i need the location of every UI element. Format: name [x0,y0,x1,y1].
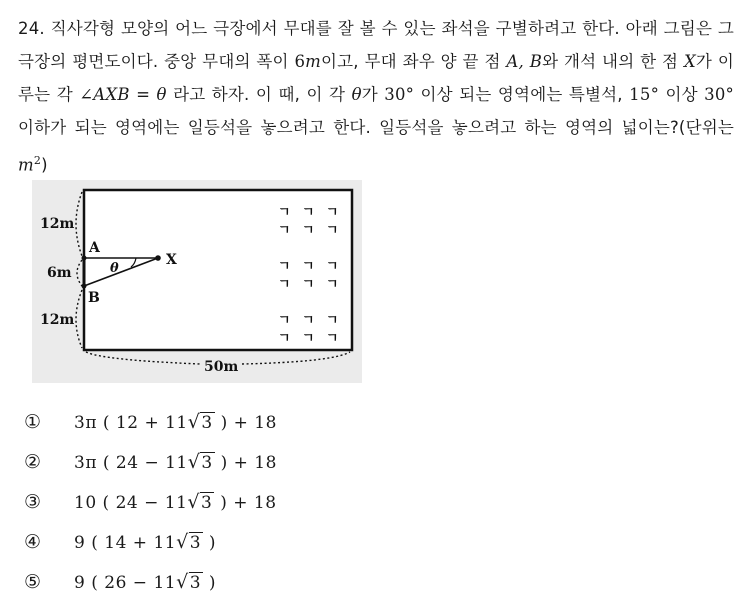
sqrt-symbol: √3 [187,451,213,473]
seat-mark: ㄱ [326,205,339,220]
choice-1[interactable] [24,402,424,442]
seat-mark: ㄱ [278,223,291,238]
choice-2[interactable] [24,442,424,482]
question-seg1: 직사각형 모양의 어느 극장에서 무대를 잘 볼 수 있는 좌석을 구별하려고 한다. 아래 그림은 그 극장의 평면도이다. 중앙 무대의 폭이 [18,19,734,71]
seat-mark: ㄱ [278,259,291,274]
choice-post: ) + 18 [214,413,277,433]
sqrt-symbol: √3 [176,531,202,553]
question-seg2: 이고, 무대 좌우 양 끝 점 [321,52,507,71]
choice-post: ) [203,573,217,593]
choice-3[interactable] [24,482,424,522]
seat-mark: ㄱ [302,223,315,238]
choice-marker: ④ [24,531,42,553]
point-x-dot [155,255,161,261]
choice-expression [74,411,277,433]
seat-mark: ㄱ [326,277,339,292]
choice-marker: ① [24,411,42,433]
question-number: 24. [18,19,45,38]
choice-5[interactable] [24,562,424,602]
label-width-50m: 50m [204,359,239,375]
seat-mark: ㄱ [302,277,315,292]
answer-choices [24,402,424,602]
label-bottom-12m: 12m [40,312,75,328]
stage-width-unit: m [305,52,322,71]
label-mid-6m: 6m [47,265,72,281]
choice-marker: ⑤ [24,571,42,593]
radicand: 3 [201,413,213,433]
question-seg7: 이상 되는 영역에는 특별석, [414,85,630,104]
seat-mark: ㄱ [326,313,339,328]
sqrt-symbol: √3 [176,571,202,593]
seat-mark: ㄱ [278,277,291,292]
question-seg5: 라고 하자. 이 때, 이 각 [166,85,352,104]
question-seg9: 이하가 되는 영역에는 일등석을 놓으려고 한다. 일등석을 놓으려고 하는 영역의 넓이는?(단위는 [18,118,734,137]
special-seat-angle: 30° [384,85,415,104]
sqrt-symbol: √3 [187,411,213,433]
stage-width-value: 6 [294,52,306,71]
unit-m: m [18,155,34,175]
choice-expression [74,531,216,553]
choice-marker: ② [24,451,42,473]
seat-mark: ㄱ [278,313,291,328]
dimension-curve-bottom [76,290,82,348]
choice-pre: 3π ( 24 − 11 [74,453,188,473]
seat-mark: ㄱ [302,313,315,328]
theater-floor-plan [32,180,362,383]
label-point-b: B [88,290,100,306]
question-seg8: 이상 [659,85,705,104]
question-seg6: 가 [361,85,385,104]
angle-expression: ∠AXB = θ [79,85,167,104]
seat-mark: ㄱ [326,223,339,238]
dimension-curve-mid [77,260,82,286]
choice-post: ) + 18 [214,493,277,513]
dimension-curve-top [76,192,82,256]
label-theta: θ [110,261,119,276]
choice-post: ) [203,533,217,553]
width-curve-right [242,352,350,364]
seat-mark: ㄱ [326,331,339,346]
choice-pre: 9 ( 14 + 11 [74,533,177,553]
radicand: 3 [201,453,213,473]
choice-pre: 10 ( 24 − 11 [74,493,188,513]
seat-mark: ㄱ [302,205,315,220]
seat-mark: ㄱ [278,205,291,220]
question-text [18,12,734,182]
width-curve-left [86,352,200,364]
choice-marker: ③ [24,491,42,513]
radicand: 3 [189,533,202,553]
question-seg10: ) [41,155,48,175]
radicand: 3 [189,573,202,593]
choice-4[interactable] [24,522,424,562]
points-ab: A, B [506,52,543,71]
label-point-a: A [89,240,100,256]
choice-expression [74,491,277,513]
label-top-12m: 12m [40,216,75,232]
first-class-angle-low: 15° [629,85,660,104]
choice-expression [74,451,277,473]
question-seg3: 와 개석 내의 한 점 [542,52,684,71]
seat-mark: ㄱ [302,259,315,274]
first-class-angle-high: 30° [704,85,734,104]
seat-mark: ㄱ [278,331,291,346]
radicand: 3 [201,493,213,513]
point-x-text: X [683,52,696,71]
seat-mark: ㄱ [326,259,339,274]
sqrt-symbol: √3 [187,491,213,513]
seat-mark: ㄱ [302,331,315,346]
choice-pre: 3π ( 12 + 11 [74,413,188,433]
floor-plan-diagram [32,180,362,383]
theta-symbol: θ [351,85,362,104]
choice-pre: 9 ( 26 − 11 [74,573,177,593]
unit-exponent: 2 [33,154,42,167]
label-point-x: X [166,252,177,268]
choice-expression [74,571,216,593]
choice-post: ) + 18 [214,453,277,473]
question-seg4: 가 이루는 각 [18,52,734,104]
